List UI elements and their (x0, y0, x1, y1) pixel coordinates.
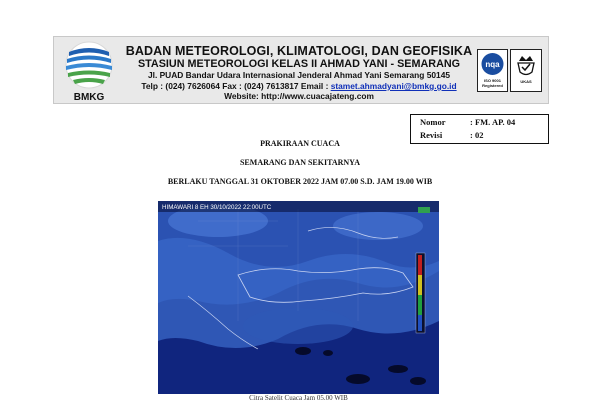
ukas-crown-icon (511, 50, 541, 80)
ukas-cert-badge (510, 49, 542, 92)
forecast-title: PRAKIRAAN CUACA (260, 139, 340, 148)
forecast-region: SEMARANG DAN SEKITARNYA (239, 158, 360, 167)
satellite-map (158, 201, 439, 394)
letterhead (53, 36, 549, 104)
email-link[interactable]: stamet.ahmadyani@bmkg.go.id (330, 81, 457, 91)
website[interactable]: Website: http://www.cuacajateng.com (224, 91, 374, 101)
revisi-label: Revisi (420, 130, 443, 140)
contact-line (122, 81, 476, 91)
bmkg-logo (60, 40, 118, 103)
logo-text: BMKG (73, 92, 105, 103)
cert1-text: ISO 9001 Registered (482, 78, 503, 88)
cert2-text: UKAS (520, 79, 532, 84)
station-name: STASIUN METEOROLOGI KELAS II AHMAD YANI - SEMARANG (137, 58, 461, 70)
satellite-label: HIMAWARI 8 EH 30/10/2022 22:00UTC (162, 204, 272, 211)
satellite-image (158, 201, 439, 394)
svg-text:nqa: nqa (485, 60, 500, 69)
nomor-label: Nomor (420, 117, 446, 127)
nomor-value: : FM. AP. 04 (470, 117, 516, 127)
nqa-icon (478, 50, 507, 80)
bmkg-logo-icon (60, 40, 118, 92)
contact-prefix: Telp : (024) 7626064 Fax : (024) 7613817 Email : (141, 81, 331, 91)
revisi-value: : 02 (470, 130, 484, 140)
letterhead-text (122, 45, 476, 102)
agency-name: BADAN METEOROLOGI, KLIMATOLOGI, DAN GEOFISIKA (125, 44, 473, 58)
address: Jl. PUAD Bandar Udara Internasional Jenderal Ahmad Yani Semarang 50145 (147, 70, 451, 80)
forecast-validity: BERLAKU TANGGAL 31 OKTOBER 2022 JAM 07.00 S.D. JAM 19.00 WIB (167, 177, 433, 186)
satellite-caption: Citra Satelit Cuaca Jam 05.00 WIB (249, 394, 348, 402)
iso-cert-badge (477, 49, 508, 92)
